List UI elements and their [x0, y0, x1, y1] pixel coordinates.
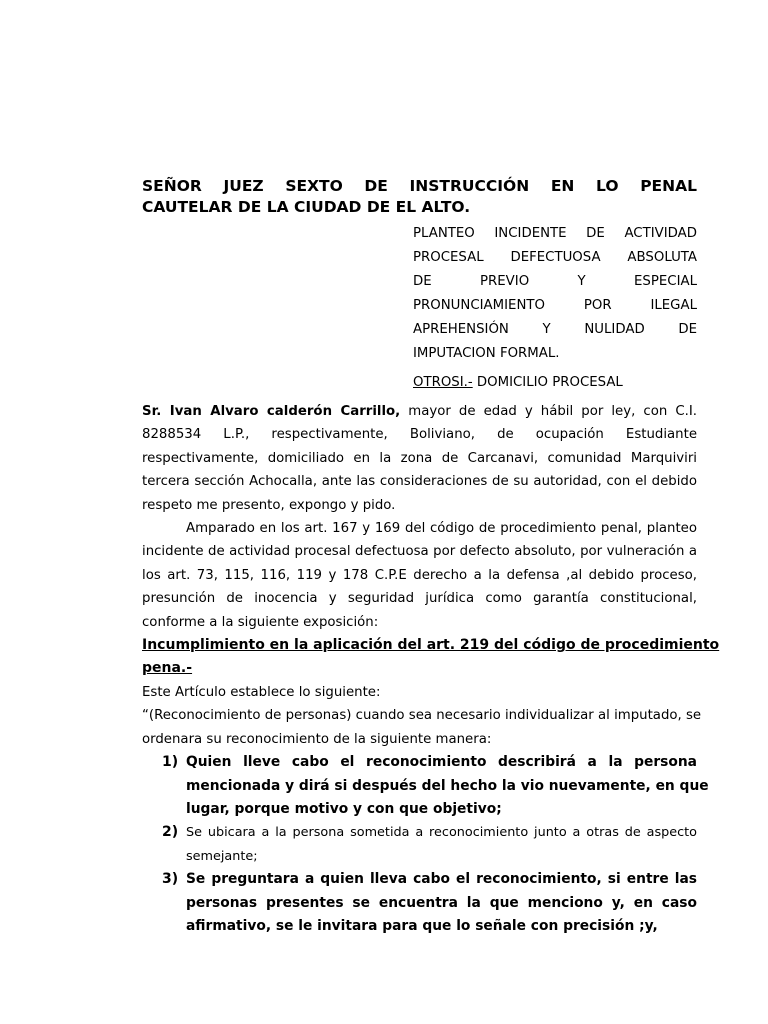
intro-line-1-rest: mayor de edad y hábil por ley, con C.I.	[400, 404, 697, 419]
subject-line: DE PREVIO Y ESPECIAL	[413, 274, 697, 289]
procedure-list	[142, 751, 709, 938]
heading-line: pena.-	[142, 660, 193, 677]
petitioner-name: Sr. Ivan Alvaro calderón Carrillo,	[142, 404, 401, 419]
subject-line: PRONUNCIAMIENTO POR ILEGAL	[413, 298, 697, 313]
article-paragraph	[142, 681, 702, 751]
otrosi-label: OTROSI.-	[413, 375, 473, 390]
list-line: Se preguntara a quien lleva cabo el reconocimiento, si entre las	[186, 871, 697, 888]
article-line: “(Reconocimiento de personas) cuando sea necesario individualizar al imputado, se	[142, 708, 702, 724]
amparo-line: Amparado en los art. 167 y 169 del código de procedimiento penal, planteo	[186, 521, 697, 537]
subject-line: PROCESAL DEFECTUOSA ABSOLUTA	[413, 250, 697, 265]
document-subject	[413, 222, 697, 366]
list-number: 1)	[162, 754, 179, 771]
subject-line: PLANTEO INCIDENTE DE ACTIVIDAD	[413, 226, 697, 241]
document-title	[142, 176, 697, 218]
list-line: afirmativo, se le invitara para que lo señale con precisión ;y,	[186, 917, 658, 934]
title-line-2: CAUTELAR DE LA CIUDAD DE EL ALTO.	[142, 198, 471, 216]
intro-line-1	[142, 400, 697, 423]
title-line-1: SEÑOR JUEZ SEXTO DE INSTRUCCIÓN EN LO PENAL	[142, 177, 697, 195]
list-number: 2)	[162, 824, 179, 841]
amparo-line: conforme a la siguiente exposición:	[142, 614, 379, 630]
intro-line: tercera sección Achocalla, ante las consideraciones de su autoridad, con el debido	[142, 474, 697, 490]
document-body	[142, 400, 720, 938]
list-line: personas presentes se encuentra la que menciono y, en caso	[186, 894, 697, 911]
list-item	[142, 868, 697, 938]
amparo-line: los art. 73, 115, 116, 119 y 178 C.P.E derecho a la defensa ,al debido proceso,	[142, 567, 697, 583]
amparo-line: incidente de actividad procesal defectuosa por defecto absoluto, por vulneración a	[142, 544, 697, 560]
subject-line: APREHENSIÓN Y NULIDAD DE	[413, 322, 697, 337]
otrosi-clause	[413, 371, 697, 395]
list-item	[142, 751, 709, 821]
intro-line: 8288534 L.P., respectivamente, Boliviano, de ocupación Estudiante	[142, 427, 697, 443]
otrosi-text: DOMICILIO PROCESAL	[472, 375, 623, 390]
intro-line: respectivamente, domiciliado en la zona de Carcanavi, comunidad Marquiviri	[142, 450, 697, 466]
heading-line: Incumplimiento en la aplicación del art. 219 del código de procedimiento	[142, 637, 720, 654]
intro-line: respeto me presento, expongo y pido.	[142, 497, 396, 513]
list-number: 3)	[162, 871, 179, 888]
intro-paragraph	[142, 400, 697, 517]
list-line: semejante;	[186, 848, 258, 864]
list-line: Quien lleve cabo el reconocimiento describirá a la persona	[186, 754, 697, 771]
article-line: ordenara su reconocimiento de la siguiente manera:	[142, 731, 492, 747]
amparo-line: presunción de inocencia y seguridad jurídica como garantía constitucional,	[142, 591, 697, 607]
subject-line: IMPUTACION FORMAL.	[413, 346, 560, 361]
amparo-paragraph	[142, 517, 697, 634]
list-item	[142, 821, 697, 868]
list-line: Se ubicara a la persona sometida a reconocimiento junto a otras de aspecto	[186, 825, 697, 841]
list-line: mencionada y dirá si después del hecho la vio nuevamente, en que	[186, 777, 709, 794]
list-line: lugar, porque motivo y con que objetivo;	[186, 800, 502, 817]
article-line: Este Artículo establece lo siguiente:	[142, 684, 381, 700]
section-heading	[142, 634, 720, 681]
